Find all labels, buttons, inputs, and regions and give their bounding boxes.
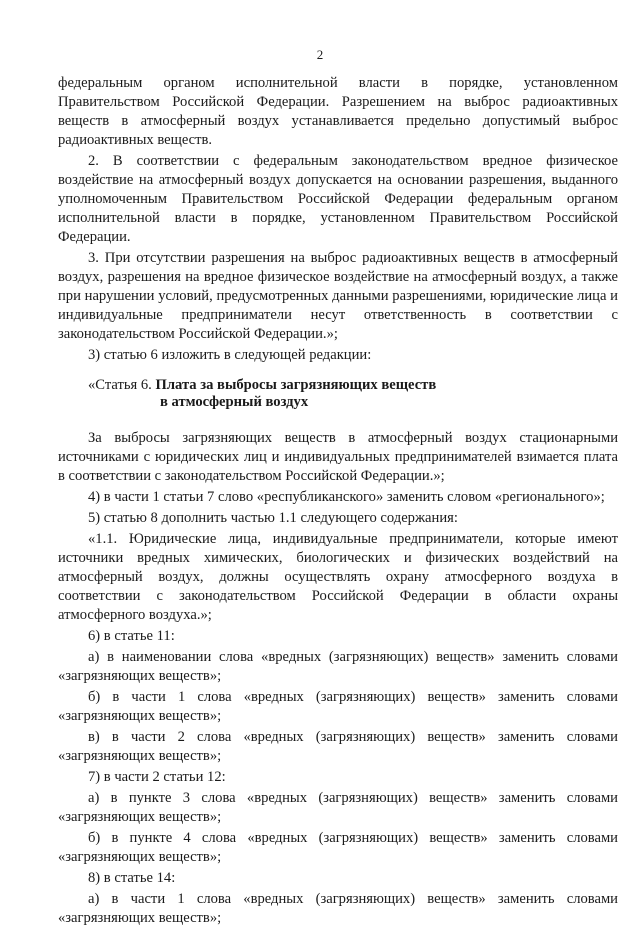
paragraph-8: «1.1. Юридические лица, индивидуальные предприниматели, которые имеют источники вредных химических, биологических и физических воздействий на атмосферный воздух, должны осуществлять охрану атмосферного воздуха в соответствии с законодательством Российской Федерации в области охраны атмосферного воздуха.»; <box>58 531 618 623</box>
page-number: 2 <box>316 47 324 62</box>
paragraph-2: 2. В соответствии с федеральным законодательством вредное физическое воздействие на атмосферный воздух допускается на основании разрешения, выданного уполномоченным Правительством Российской Федерации федеральным органом исполнительной власти в порядке, установленном Правительством Российской Федерации. <box>58 153 618 245</box>
document-body <box>58 74 618 928</box>
paragraph-14: а) в пункте 3 слова «вредных (загрязняющих) веществ» заменить словами «загрязняющих веществ»; <box>58 790 618 825</box>
article-prefix: «Статья 6. <box>88 377 152 393</box>
paragraph-5: За выбросы загрязняющих веществ в атмосферный воздух стационарными источниками с юридических лиц и индивидуальных предпринимателей взимается плата в соответствии с законодательством Российской Федерации.»; <box>58 430 618 484</box>
paragraph-11: б) в части 1 слова «вредных (загрязняющих) веществ» заменить словами «загрязняющих веществ»; <box>58 689 618 724</box>
paragraph-1: федеральным органом исполнительной власти в порядке, установленном Правительством Российской Федерации. Разрешением на выброс радиоактивных веществ в атмосферный воздух устанавливается предельно допустимый выброс радиоактивных веществ. <box>58 75 618 148</box>
paragraph-17: а) в части 1 слова «вредных (загрязняющих) веществ» заменить словами «загрязняющих веществ»; <box>58 891 618 926</box>
paragraph-12: в) в части 2 слова «вредных (загрязняющих) веществ» заменить словами «загрязняющих веществ»; <box>58 729 618 764</box>
article-title-line-2: в атмосферный воздух <box>160 394 309 410</box>
paragraph-6: 4) в части 1 статьи 7 слово «республиканского» заменить словом «регионального»; <box>88 489 605 505</box>
paragraph-10: а) в наименовании слова «вредных (загрязняющих) веществ» заменить словами «загрязняющих веществ»; <box>58 649 618 684</box>
paragraph-13: 7) в части 2 статьи 12: <box>88 769 226 785</box>
paragraph-4: 3) статью 6 изложить в следующей редакции: <box>88 347 372 363</box>
paragraph-7: 5) статью 8 дополнить частью 1.1 следующего содержания: <box>88 510 458 526</box>
paragraph-3: 3. При отсутствии разрешения на выброс радиоактивных веществ в атмосферный воздух, разрешения на вредное физическое воздействие на атмосферный воздух, а также при нарушении условий, предусмотренных данными разрешениями, юридические лица и индивидуальные предприниматели несут ответственность в соответствии с законодательством Российской Федерации.»; <box>58 250 618 342</box>
paragraph-16: 8) в статье 14: <box>88 870 176 886</box>
article-heading <box>88 377 618 411</box>
article-title-line-1: Плата за выбросы загрязняющих веществ <box>155 377 437 393</box>
paragraph-15: б) в пункте 4 слова «вредных (загрязняющих) веществ» заменить словами «загрязняющих веществ»; <box>58 830 618 865</box>
paragraph-9: 6) в статье 11: <box>88 628 175 644</box>
